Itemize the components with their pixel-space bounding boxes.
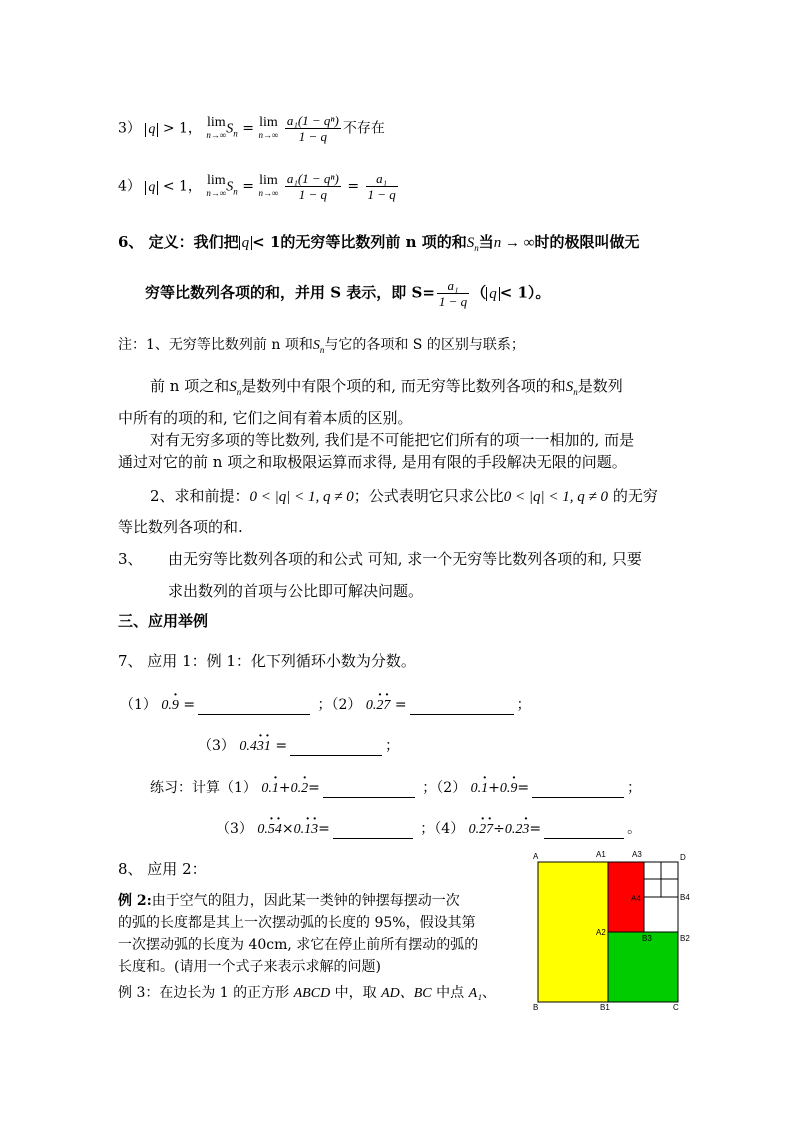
abs-q: q — [145, 123, 158, 137]
label-B2: B2 — [680, 934, 690, 943]
fraction: $\frac{\text{a₁}}{1 - q}$ — [367, 171, 396, 202]
limit-case-3: 3） q > 1， lim n→∞ $S_n = \lim$ n→∞ $\frac{\text{a₁(1 − qⁿ)}}{1 - q}$ 不存在 — [118, 113, 385, 144]
paragraph-2: 对有无穷多项的等比数列, 我们是不可能把它们所有的项一一相加的, 而是 — [150, 431, 635, 449]
abs-q: q — [145, 181, 158, 195]
label-A1: A1 — [596, 850, 606, 859]
paragraph-1: 前 n 项之和$S_n$是数列中有限个项的和, 而无穷等比数列各项的和$S_n$是数列 — [150, 377, 623, 397]
label-B: B — [533, 1003, 539, 1012]
practice-row1: 练习：计算（1） 0.· 1+0.· 2= ；（2） 0.· 1+0.· 9= ； — [150, 780, 641, 798]
paragraph-4: 3、 由无穷等比数列各项的和公式 可知, 求一个无穷等比数列各项的和, 只要 — [118, 550, 642, 568]
answer-blank[interactable] — [544, 824, 624, 839]
example-3: 例 3：在边长为 1 的正方形 ABCD 中，取 AD、BC 中点 A₁、 — [118, 985, 496, 1001]
paragraph-3: 2、求和前提：0 < |q| < 1, q ≠ 0；公式表明它只求公比0 < |q| < 1, q ≠ 0 的无穷 — [150, 487, 658, 505]
fraction: $\frac{\text{a₁}}{1 - q}$ — [438, 278, 468, 309]
answer-blank[interactable] — [333, 824, 413, 839]
paragraph-1b: 中所有的项的和, 它们之间有着本质的区别。 — [118, 409, 413, 427]
label-C: C — [673, 1003, 679, 1012]
label-A: A — [533, 852, 539, 861]
label-A2: A2 — [596, 928, 606, 937]
example-2: 例 2:由于空气的阻力，因此某一类钟的钟摆每摆动一次 的弧的长度都是其上一次摆动弧的长度的 95%，假设其第 一次摆动弧的长度为 40cm, 求它在停止前所有摆动的弧的 长度和。(请用一个式子来表示求解的问题) — [118, 893, 479, 975]
label-B1: B1 — [600, 1003, 610, 1012]
application-7: 7、 应用 1：例 1：化下列循环小数为分数。 — [118, 652, 416, 670]
case-number: 4） — [118, 178, 141, 195]
square-figure — [530, 850, 690, 1015]
answer-blank[interactable] — [290, 741, 382, 756]
fraction: $\frac{\text{a₁(1 − qⁿ)}}{1 - q}$ — [286, 113, 339, 144]
section-3-title: 三、应用举例 — [118, 612, 209, 630]
application-8: 8、 应用 2： — [118, 860, 207, 878]
fraction: $\frac{\text{a₁(1 − qⁿ)}}{1 - q}$ — [286, 171, 339, 202]
paragraph-3b: 等比数列各项的和. — [118, 518, 243, 536]
label-B4: B4 — [680, 893, 690, 902]
definition-6-line2: 穷等比数列各项的和，并用 S 表示，即 S= $\frac{\text{a₁}}{1 - q}$ （ q < 1）。 — [145, 278, 551, 309]
limit-symbol: lim n→∞ — [258, 172, 279, 198]
answer-blank[interactable] — [532, 783, 624, 798]
label-B3: B3 — [642, 934, 652, 943]
case-condition: > 1， — [162, 120, 202, 137]
limit-symbol: lim n→∞ — [258, 114, 279, 140]
case-condition: < 1， — [162, 178, 202, 195]
answer-blank[interactable] — [198, 700, 310, 715]
answer-blank[interactable] — [410, 700, 514, 715]
label-A4: A4 — [631, 894, 641, 903]
answer-blank[interactable] — [323, 783, 415, 798]
limit-case-4: 4） q < 1， lim n→∞ $S_n = \lim$ n→∞ $\frac{\text{a₁(1 − qⁿ)}}{1 - q}$ = $\frac{\text{a₁}}{1 - q}$ — [118, 171, 396, 202]
label-D: D — [680, 853, 686, 862]
note-1: 注：1、无穷等比数列前 n 项和$S_n$与它的各项和 S 的区别与联系； — [118, 337, 525, 355]
definition-6-line1: 6、 定义：我们把 q < 1的无穷等比数列前 n 项的和$S_n$当n → ∞时的极限叫做无 — [118, 233, 640, 253]
example-1-row2: （3） 0.4· 3· 1 = ； — [198, 738, 399, 756]
sum-symbol: S — [226, 121, 234, 137]
paragraph-4b: 求出数列的首项与公比即可解决问题。 — [168, 582, 424, 600]
label-A3: A3 — [632, 850, 642, 859]
case-number: 3） — [118, 120, 141, 137]
example-1-row1: （1） 0.· 9 = ；（2） 0.· 2· 7 = ； — [120, 697, 531, 715]
limit-symbol: lim n→∞ — [206, 114, 227, 140]
practice-row2: （3） 0.· 5· 4×0.· 1· 3= ；（4） 0.· 2· 7÷0.2· 3= 。 — [216, 821, 641, 839]
case-result: 不存在 — [342, 120, 385, 137]
limit-symbol: lim n→∞ — [206, 172, 227, 198]
paragraph-2b: 通过对它的前 n 项之和取极限运算而求得, 是用有限的手段解决无限的问题。 — [118, 453, 627, 471]
